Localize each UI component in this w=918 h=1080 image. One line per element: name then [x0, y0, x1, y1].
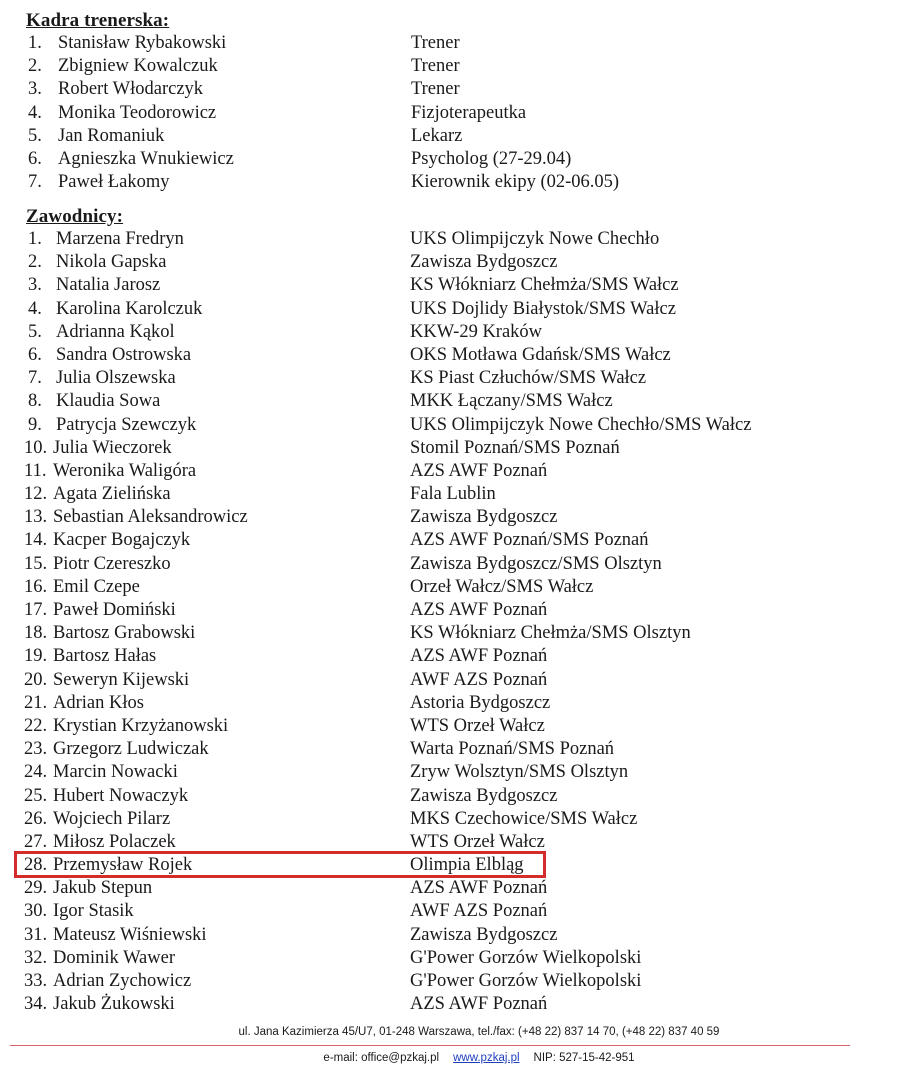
- athlete-club: UKS Olimpijczyk Nowe Chechło: [410, 229, 660, 249]
- athlete-row: [0, 970, 918, 993]
- athlete-name: Wojciech Pilarz: [53, 808, 171, 829]
- staff-name: Zbigniew Kowalczuk: [58, 56, 218, 77]
- athlete-club: Zawisza Bydgoszcz: [410, 252, 558, 273]
- footer-email: e-mail: office@pzkaj.pl: [323, 1052, 440, 1064]
- athlete-club: AZS AWF Poznań: [410, 994, 548, 1015]
- athlete-club: OKS Motława Gdańsk/SMS Wałcz: [410, 344, 671, 365]
- athlete-number: 24.: [24, 762, 48, 783]
- athlete-name: Jakub Stepun: [53, 878, 153, 899]
- athlete-name: Jakub Żukowski: [53, 994, 175, 1015]
- athlete-club: UKS Dojlidy Białystok/SMS Wałcz: [410, 298, 676, 319]
- athlete-name: Marzena Fredryn: [56, 229, 184, 249]
- athlete-number: 6.: [28, 344, 42, 365]
- athlete-number: 14.: [24, 530, 48, 551]
- athlete-number: 20.: [24, 669, 48, 690]
- staff-number: 3.: [28, 79, 42, 100]
- athlete-number: 15.: [24, 553, 48, 574]
- coaching-staff-list: [0, 32, 918, 194]
- athlete-number: 26.: [24, 808, 48, 829]
- athlete-name: Sandra Ostrowska: [56, 344, 192, 365]
- athlete-row: [0, 437, 918, 460]
- athlete-row: [0, 831, 918, 854]
- athlete-name: Seweryn Kijewski: [53, 669, 190, 690]
- staff-row: [0, 78, 918, 101]
- athlete-name: Adrianna Kąkol: [56, 321, 175, 342]
- athlete-club: Zawisza Bydgoszcz: [410, 924, 558, 945]
- athlete-number: 33.: [24, 971, 48, 991]
- athlete-number: 30.: [24, 901, 48, 922]
- athlete-row: [0, 877, 918, 900]
- athlete-row: [0, 622, 918, 645]
- athlete-row: [0, 993, 918, 1016]
- athlete-name: Mateusz Wiśniewski: [53, 924, 207, 945]
- athlete-club: KS Piast Człuchów/SMS Wałcz: [410, 368, 647, 389]
- athlete-name: Paweł Domiński: [53, 600, 176, 620]
- footer-divider: [10, 1045, 850, 1046]
- athlete-number: 16.: [24, 576, 48, 597]
- athlete-name: Bartosz Hałas: [53, 646, 157, 667]
- athlete-number: 9.: [28, 414, 42, 435]
- athlete-row: [0, 947, 918, 970]
- athlete-number: 18.: [24, 623, 48, 644]
- staff-number: 1.: [28, 33, 42, 53]
- athlete-name: Przemysław Rojek: [53, 855, 193, 876]
- athlete-number: 23.: [24, 739, 48, 760]
- athlete-name: Adrian Kłos: [53, 692, 144, 713]
- athlete-row: [0, 599, 918, 622]
- athlete-name: Hubert Nowaczyk: [53, 785, 189, 806]
- athlete-row: [0, 669, 918, 692]
- athlete-name: Nikola Gapska: [56, 252, 167, 273]
- staff-number: 7.: [28, 172, 42, 193]
- staff-role: Trener: [411, 79, 460, 100]
- athlete-row: [0, 854, 918, 877]
- staff-row: [0, 148, 918, 171]
- athlete-club: KS Włókniarz Chełmża/SMS Olsztyn: [410, 623, 691, 644]
- staff-row: [0, 32, 918, 55]
- athlete-club: Zryw Wolsztyn/SMS Olsztyn: [410, 762, 629, 783]
- staff-name: Jan Romaniuk: [58, 125, 165, 146]
- athlete-number: 17.: [24, 600, 48, 620]
- athletes-list: [0, 228, 918, 1016]
- athlete-club: Warta Poznań/SMS Poznań: [410, 739, 615, 760]
- athlete-number: 8.: [28, 391, 42, 412]
- staff-role: Lekarz: [411, 125, 463, 146]
- athlete-club: WTS Orzeł Wałcz: [410, 715, 545, 736]
- athlete-name: Dominik Wawer: [53, 947, 175, 968]
- athlete-name: Weronika Waligóra: [53, 460, 197, 481]
- athlete-row: [0, 321, 918, 344]
- athlete-club: Olimpia Elbląg: [410, 855, 524, 876]
- athlete-name: Miłosz Polaczek: [53, 831, 176, 852]
- athlete-club: AZS AWF Poznań: [410, 646, 548, 667]
- athlete-number: 4.: [28, 298, 42, 319]
- athlete-name: Grzegorz Ludwiczak: [53, 739, 209, 760]
- athlete-number: 7.: [28, 368, 42, 389]
- athlete-club: Stomil Poznań/SMS Poznań: [410, 437, 620, 458]
- athlete-number: 28.: [24, 855, 48, 876]
- staff-row: [0, 171, 918, 194]
- athlete-row: [0, 738, 918, 761]
- athlete-club: AZS AWF Poznań: [410, 600, 548, 620]
- athlete-club: AZS AWF Poznań/SMS Poznań: [410, 530, 649, 551]
- staff-name: Agnieszka Wnukiewicz: [58, 148, 234, 169]
- athlete-row: [0, 298, 918, 321]
- athlete-name: Patrycja Szewczyk: [56, 414, 197, 435]
- athlete-name: Klaudia Sowa: [56, 391, 161, 412]
- staff-name: Paweł Łakomy: [58, 172, 170, 193]
- athlete-number: 32.: [24, 947, 48, 968]
- athlete-row: [0, 367, 918, 390]
- staff-name: Monika Teodorowicz: [58, 102, 217, 123]
- athlete-name: Igor Stasik: [53, 901, 134, 922]
- staff-role: Trener: [411, 33, 460, 53]
- athlete-club: MKK Łączany/SMS Wałcz: [410, 391, 613, 412]
- staff-number: 5.: [28, 125, 42, 146]
- athlete-club: Zawisza Bydgoszcz/SMS Olsztyn: [410, 553, 662, 574]
- staff-role: Psycholog (27-29.04): [411, 148, 572, 169]
- footer-nip: NIP: 527-15-42-951: [533, 1052, 635, 1064]
- athlete-row: [0, 808, 918, 831]
- athlete-number: 5.: [28, 321, 42, 342]
- athlete-number: 2.: [28, 252, 42, 273]
- athlete-name: Karolina Karolczuk: [56, 298, 203, 319]
- athlete-club: Fala Lublin: [410, 484, 496, 505]
- athlete-club: AWF AZS Poznań: [410, 901, 548, 922]
- athlete-name: Marcin Nowacki: [53, 762, 178, 783]
- staff-role: Kierownik ekipy (02-06.05): [411, 172, 620, 193]
- athletes-heading: Zawodnicy:: [26, 206, 124, 227]
- athlete-row: [0, 483, 918, 506]
- athlete-row: [0, 645, 918, 668]
- athlete-row: [0, 715, 918, 738]
- athlete-name: Krystian Krzyżanowski: [53, 715, 229, 736]
- athlete-name: Adrian Zychowicz: [53, 971, 192, 991]
- athlete-row: [0, 761, 918, 784]
- athlete-number: 22.: [24, 715, 48, 736]
- staff-row: [0, 102, 918, 125]
- athlete-number: 12.: [24, 484, 48, 505]
- athlete-number: 27.: [24, 831, 48, 852]
- athlete-club: KKW-29 Kraków: [410, 321, 543, 342]
- athlete-club: MKS Czechowice/SMS Wałcz: [410, 808, 638, 829]
- staff-role: Trener: [411, 56, 460, 77]
- staff-role: Fizjoterapeutka: [411, 102, 527, 123]
- athlete-name: Bartosz Grabowski: [53, 623, 196, 644]
- athlete-club: AZS AWF Poznań: [410, 460, 548, 481]
- staff-row: [0, 125, 918, 148]
- athlete-row: [0, 576, 918, 599]
- athlete-name: Emil Czepe: [53, 576, 140, 597]
- footer-address: ul. Jana Kazimierza 45/U7, 01-248 Warszawa, tel./fax: (+48 22) 837 14 70, (+48 22) 837 40 59: [238, 1026, 720, 1038]
- athlete-name: Julia Wieczorek: [53, 437, 172, 458]
- athlete-number: 1.: [28, 229, 42, 249]
- athlete-club: G'Power Gorzów Wielkopolski: [410, 947, 642, 968]
- athlete-row: [0, 228, 918, 251]
- staff-number: 2.: [28, 56, 42, 77]
- athlete-name: Sebastian Aleksandrowicz: [53, 507, 248, 528]
- athlete-row: [0, 414, 918, 437]
- athlete-club: WTS Orzeł Wałcz: [410, 831, 545, 852]
- athlete-row: [0, 251, 918, 274]
- athlete-number: 10.: [24, 437, 48, 458]
- footer-website-link[interactable]: www.pzkaj.pl: [453, 1052, 520, 1064]
- athlete-club: G'Power Gorzów Wielkopolski: [410, 971, 642, 991]
- athlete-name: Piotr Czereszko: [53, 553, 171, 574]
- athlete-row: [0, 900, 918, 923]
- athlete-number: 3.: [28, 275, 42, 296]
- athlete-row: [0, 506, 918, 529]
- athlete-name: Kacper Bogajczyk: [53, 530, 191, 551]
- athlete-name: Natalia Jarosz: [56, 275, 161, 296]
- athlete-number: 13.: [24, 507, 48, 528]
- athlete-club: AWF AZS Poznań: [410, 669, 548, 690]
- staff-number: 4.: [28, 102, 42, 123]
- athlete-row: [0, 924, 918, 947]
- athlete-row: [0, 344, 918, 367]
- staff-name: Stanisław Rybakowski: [58, 33, 227, 53]
- athlete-club: AZS AWF Poznań: [410, 878, 548, 899]
- athlete-number: 25.: [24, 785, 48, 806]
- staff-row: [0, 55, 918, 78]
- athlete-row: [0, 785, 918, 808]
- athlete-number: 21.: [24, 692, 48, 713]
- athlete-club: Astoria Bydgoszcz: [410, 692, 551, 713]
- athlete-number: 19.: [24, 646, 48, 667]
- athlete-row: [0, 692, 918, 715]
- athlete-name: Julia Olszewska: [56, 368, 176, 389]
- athlete-club: KS Włókniarz Chełmża/SMS Wałcz: [410, 275, 679, 296]
- athlete-row: [0, 529, 918, 552]
- coaching-staff-heading: Kadra trenerska:: [26, 10, 170, 31]
- athlete-club: Zawisza Bydgoszcz: [410, 785, 558, 806]
- athlete-row: [0, 390, 918, 413]
- athlete-row: [0, 460, 918, 483]
- athlete-number: 31.: [24, 924, 48, 945]
- athlete-name: Agata Zielińska: [53, 484, 171, 505]
- footer-contact: [20, 1052, 918, 1064]
- athlete-number: 11.: [24, 460, 47, 481]
- staff-name: Robert Włodarczyk: [58, 79, 204, 100]
- staff-number: 6.: [28, 148, 42, 169]
- athlete-club: UKS Olimpijczyk Nowe Chechło/SMS Wałcz: [410, 414, 752, 435]
- athlete-number: 34.: [24, 994, 48, 1015]
- athlete-row: [0, 553, 918, 576]
- athlete-number: 29.: [24, 878, 48, 899]
- athlete-club: Orzeł Wałcz/SMS Wałcz: [410, 576, 594, 597]
- athlete-club: Zawisza Bydgoszcz: [410, 507, 558, 528]
- athlete-row: [0, 274, 918, 297]
